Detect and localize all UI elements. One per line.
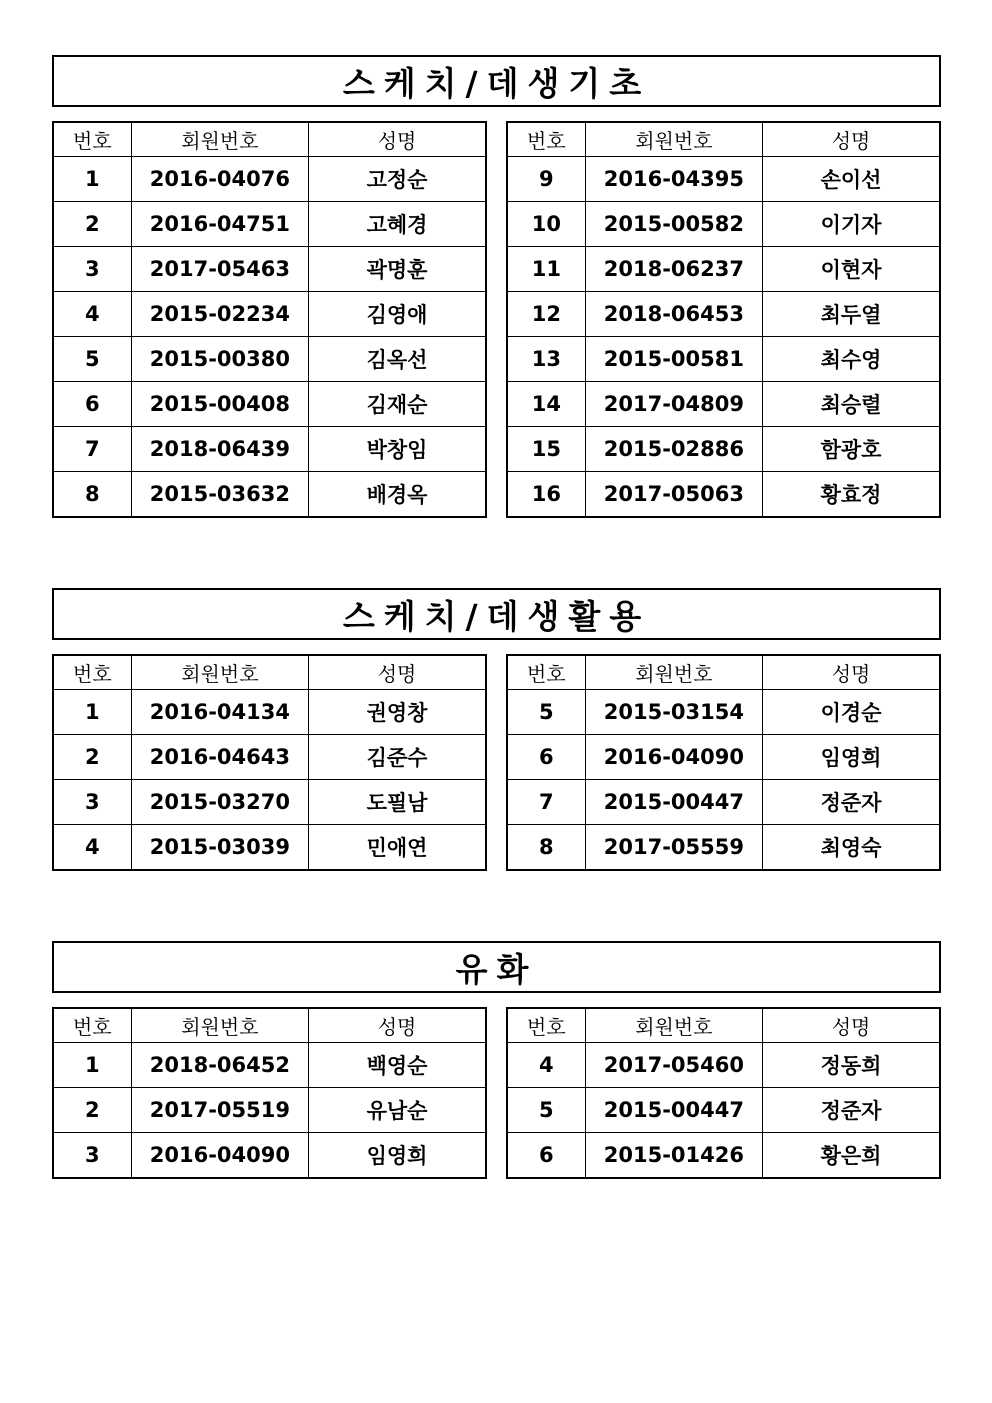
member-name: 도필남	[309, 780, 486, 825]
table-row	[53, 247, 486, 292]
row-number: 6	[507, 735, 585, 780]
row-number: 4	[507, 1043, 585, 1088]
member-id: 2016-04090	[131, 1133, 308, 1179]
header-number: 번호	[507, 655, 585, 690]
header-member-id: 회원번호	[131, 655, 308, 690]
member-id: 2015-02886	[585, 427, 762, 472]
member-name: 박창임	[309, 427, 486, 472]
row-number: 12	[507, 292, 585, 337]
section-title: 유화	[52, 941, 941, 993]
header-name: 성명	[309, 1008, 486, 1043]
table-row	[53, 735, 486, 780]
table-header-row	[507, 1008, 940, 1043]
table-row	[53, 292, 486, 337]
member-id: 2017-05063	[585, 472, 762, 518]
table-row	[507, 690, 940, 735]
roster-table-left	[52, 121, 487, 518]
member-id: 2015-01426	[585, 1133, 762, 1179]
table-row	[507, 337, 940, 382]
row-number: 2	[53, 735, 131, 780]
row-number: 7	[53, 427, 131, 472]
member-id: 2015-03039	[131, 825, 308, 871]
member-name: 이현자	[763, 247, 940, 292]
member-name: 임영희	[309, 1133, 486, 1179]
member-id: 2016-04643	[131, 735, 308, 780]
header-member-id: 회원번호	[585, 1008, 762, 1043]
member-id: 2015-00447	[585, 1088, 762, 1133]
section-title: 스케치/데생활용	[52, 588, 941, 640]
member-id: 2015-00380	[131, 337, 308, 382]
member-id: 2015-03270	[131, 780, 308, 825]
table-row	[507, 1043, 940, 1088]
row-number: 1	[53, 690, 131, 735]
table-row	[507, 157, 940, 202]
member-id: 2016-04395	[585, 157, 762, 202]
member-id: 2015-03632	[131, 472, 308, 518]
row-number: 10	[507, 202, 585, 247]
table-row	[507, 1133, 940, 1179]
table-row	[53, 337, 486, 382]
row-number: 4	[53, 292, 131, 337]
member-id: 2015-00581	[585, 337, 762, 382]
member-name: 민애연	[309, 825, 486, 871]
member-name: 최영숙	[763, 825, 940, 871]
table-row	[53, 1088, 486, 1133]
row-number: 16	[507, 472, 585, 518]
member-id: 2015-00447	[585, 780, 762, 825]
table-row	[53, 427, 486, 472]
header-number: 번호	[53, 122, 131, 157]
table-row	[507, 247, 940, 292]
row-number: 7	[507, 780, 585, 825]
row-number: 6	[507, 1133, 585, 1179]
table-row	[53, 472, 486, 518]
header-name: 성명	[309, 122, 486, 157]
member-name: 고혜경	[309, 202, 486, 247]
table-row	[53, 1133, 486, 1179]
member-id: 2017-05519	[131, 1088, 308, 1133]
roster-table-right	[506, 1007, 941, 1179]
header-member-id: 회원번호	[131, 122, 308, 157]
table-row	[507, 202, 940, 247]
member-name: 정준자	[763, 780, 940, 825]
member-name: 권영창	[309, 690, 486, 735]
member-id: 2016-04751	[131, 202, 308, 247]
row-number: 5	[507, 690, 585, 735]
header-name: 성명	[763, 655, 940, 690]
member-name: 곽명훈	[309, 247, 486, 292]
member-id: 2015-02234	[131, 292, 308, 337]
header-member-id: 회원번호	[585, 655, 762, 690]
table-row	[507, 292, 940, 337]
member-name: 최승렬	[763, 382, 940, 427]
table-header-row	[507, 655, 940, 690]
member-name: 최수영	[763, 337, 940, 382]
table-row	[507, 1088, 940, 1133]
member-name: 이경순	[763, 690, 940, 735]
table-header-row	[53, 1008, 486, 1043]
member-name: 정준자	[763, 1088, 940, 1133]
member-id: 2018-06439	[131, 427, 308, 472]
row-number: 5	[507, 1088, 585, 1133]
member-id: 2017-05463	[131, 247, 308, 292]
header-number: 번호	[53, 655, 131, 690]
member-id: 2016-04090	[585, 735, 762, 780]
member-name: 이기자	[763, 202, 940, 247]
row-number: 3	[53, 780, 131, 825]
member-id: 2015-00408	[131, 382, 308, 427]
header-name: 성명	[309, 655, 486, 690]
table-header-row	[53, 655, 486, 690]
row-number: 8	[507, 825, 585, 871]
table-header-row	[53, 122, 486, 157]
member-id: 2016-04076	[131, 157, 308, 202]
header-name: 성명	[763, 1008, 940, 1043]
roster-table-left	[52, 654, 487, 871]
table-row	[53, 825, 486, 871]
header-member-id: 회원번호	[585, 122, 762, 157]
member-id: 2017-05460	[585, 1043, 762, 1088]
row-number: 5	[53, 337, 131, 382]
row-number: 4	[53, 825, 131, 871]
table-row	[53, 690, 486, 735]
member-name: 황효정	[763, 472, 940, 518]
member-name: 정동희	[763, 1043, 940, 1088]
row-number: 11	[507, 247, 585, 292]
member-name: 유남순	[309, 1088, 486, 1133]
roster-table-right	[506, 654, 941, 871]
table-row	[507, 427, 940, 472]
member-name: 임영희	[763, 735, 940, 780]
member-id: 2015-00582	[585, 202, 762, 247]
member-id: 2018-06452	[131, 1043, 308, 1088]
member-name: 김옥선	[309, 337, 486, 382]
row-number: 2	[53, 202, 131, 247]
member-id: 2016-04134	[131, 690, 308, 735]
header-name: 성명	[763, 122, 940, 157]
row-number: 15	[507, 427, 585, 472]
member-name: 최두열	[763, 292, 940, 337]
member-name: 배경옥	[309, 472, 486, 518]
row-number: 14	[507, 382, 585, 427]
table-row	[507, 382, 940, 427]
section-title: 스케치/데생기초	[52, 55, 941, 107]
table-row	[53, 157, 486, 202]
member-name: 김준수	[309, 735, 486, 780]
row-number: 13	[507, 337, 585, 382]
table-header-row	[507, 122, 940, 157]
header-member-id: 회원번호	[131, 1008, 308, 1043]
table-row	[507, 735, 940, 780]
member-name: 김영애	[309, 292, 486, 337]
member-name: 백영순	[309, 1043, 486, 1088]
row-number: 1	[53, 1043, 131, 1088]
table-row	[507, 472, 940, 518]
member-id: 2017-04809	[585, 382, 762, 427]
roster-table-right	[506, 121, 941, 518]
member-name: 고정순	[309, 157, 486, 202]
member-name: 함광호	[763, 427, 940, 472]
header-number: 번호	[507, 1008, 585, 1043]
member-name: 김재순	[309, 382, 486, 427]
member-id: 2017-05559	[585, 825, 762, 871]
member-id: 2015-03154	[585, 690, 762, 735]
row-number: 6	[53, 382, 131, 427]
row-number: 2	[53, 1088, 131, 1133]
row-number: 1	[53, 157, 131, 202]
member-name: 황은희	[763, 1133, 940, 1179]
table-row	[507, 825, 940, 871]
row-number: 8	[53, 472, 131, 518]
header-number: 번호	[507, 122, 585, 157]
member-id: 2018-06453	[585, 292, 762, 337]
row-number: 3	[53, 247, 131, 292]
table-row	[53, 382, 486, 427]
roster-table-left	[52, 1007, 487, 1179]
row-number: 9	[507, 157, 585, 202]
member-name: 손이선	[763, 157, 940, 202]
table-row	[53, 780, 486, 825]
table-row	[53, 202, 486, 247]
table-row	[53, 1043, 486, 1088]
table-row	[507, 780, 940, 825]
row-number: 3	[53, 1133, 131, 1179]
header-number: 번호	[53, 1008, 131, 1043]
member-id: 2018-06237	[585, 247, 762, 292]
